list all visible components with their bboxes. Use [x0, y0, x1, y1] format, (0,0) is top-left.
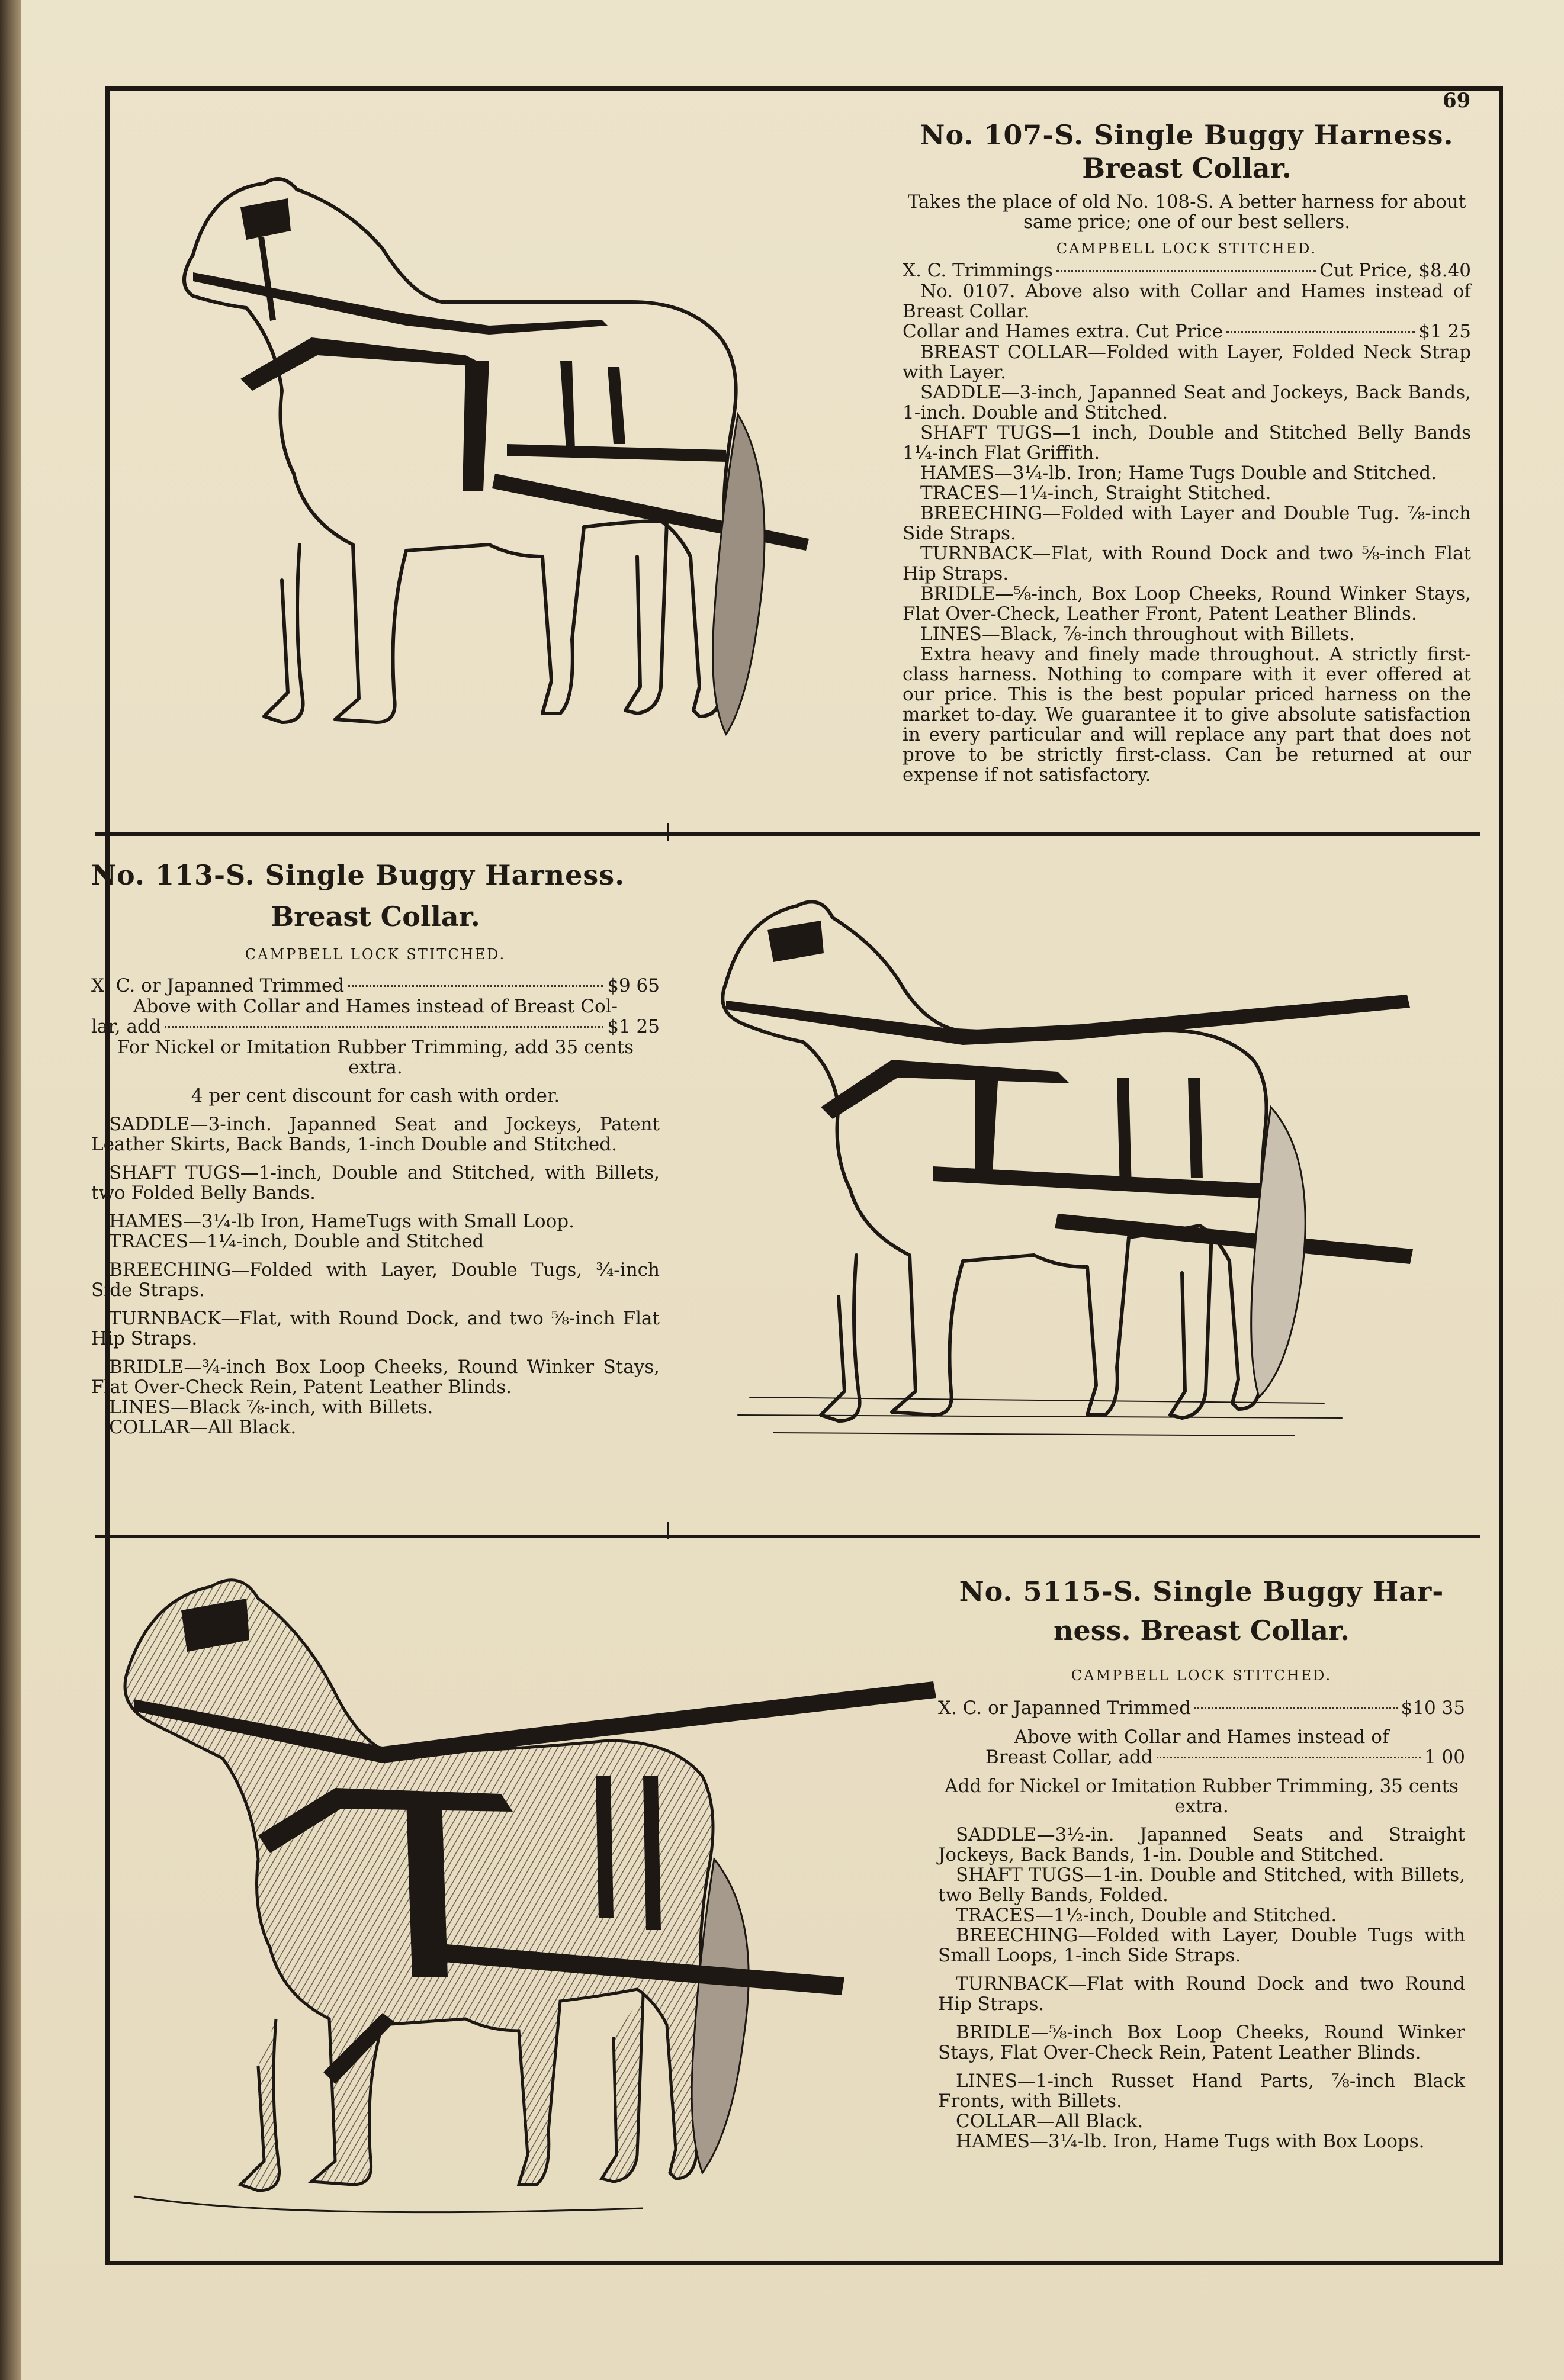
- item-113s-price-row-1: [91, 976, 660, 996]
- horse-illustration-113s: [702, 882, 1449, 1492]
- spec-line: TRACES—1¼-inch, Double and Stitched: [109, 1231, 484, 1252]
- item-5115s-nickel-note: Add for Nickel or Imitation Rubber Trimming, 35 cents extra.: [945, 1776, 1459, 1817]
- item-107s-price-row-2: [903, 321, 1471, 342]
- price-value: $9 65: [607, 975, 660, 996]
- section-divider-1: [95, 832, 1480, 836]
- price-value: $1 25: [607, 1016, 660, 1037]
- item-113s-discount: 4 per cent discount for cash with order.: [191, 1085, 560, 1107]
- price-value: $10 35: [1401, 1697, 1465, 1719]
- price-label: X. C. Trimmings: [903, 260, 1053, 281]
- item-113s-nickel-note: For Nickel or Imitation Rubber Trimming, add 35 cents extra.: [117, 1037, 634, 1078]
- item-107s-title: No. 107-S. Single Buggy Harness.: [920, 119, 1454, 151]
- horse-illustration-5115s: [110, 1563, 957, 2250]
- price-leader-dots: [1226, 331, 1415, 333]
- spec-line: SHAFT TUGS—1 inch, Double and Stitched Belly Bands 1¼-inch Flat Griffith.: [903, 422, 1471, 464]
- item-5115s-price-row-1: [938, 1698, 1465, 1719]
- price-value: 1 00: [1424, 1747, 1465, 1768]
- item-5115s-stitch-note: CAMPBELL LOCK STITCHED.: [1071, 1667, 1332, 1684]
- item-107s-price-row-1: [903, 260, 1471, 281]
- page-number: 69: [1443, 89, 1471, 112]
- price-leader-dots: [1056, 270, 1316, 272]
- spec-line: BREECHING—Folded with Layer, Double Tugs, ¾-inch Side Straps.: [91, 1259, 660, 1301]
- item-113s-description: [91, 858, 660, 1437]
- spec-line: TRACES—1¼-inch, Straight Stitched.: [920, 483, 1271, 504]
- spec-line: TURNBACK—Flat, with Round Dock, and two ⅝-inch Flat Hip Straps.: [91, 1308, 660, 1349]
- price-leader-dots: [165, 1026, 604, 1028]
- item-107s-closing: Extra heavy and finely made throughout. A strictly first-class harness. Nothing to compare with it ever offered at our price. This is the best popular priced harness on the market to-day. We guarantee it to give absolute satisfaction in every particular and will replace any part that does not prove to be strictly first-class. Can be returned at our expense if not satisfactory.: [903, 644, 1471, 786]
- item-113s-title: No. 113-S. Single Buggy Harness.: [91, 859, 625, 891]
- price-leader-dots: [1157, 1757, 1421, 1758]
- spec-line: TURNBACK—Flat with Round Dock and two Round Hip Straps.: [938, 1973, 1465, 2015]
- spec-line: SADDLE—3-inch, Japanned Seat and Jockeys, Back Bands, 1-inch. Double and Stitched.: [903, 382, 1471, 423]
- item-107s-description: [903, 118, 1471, 785]
- spec-line: BRIDLE—⅝-inch, Box Loop Cheeks, Round Winker Stays, Flat Over-Check, Leather Front, Patent Leather Blinds.: [903, 583, 1471, 625]
- price-leader-dots: [1194, 1707, 1397, 1709]
- item-5115s-description: [938, 1575, 1465, 2151]
- item-107s-stitch-note: CAMPBELL LOCK STITCHED.: [1056, 240, 1318, 257]
- section-divider-2: [95, 1535, 1480, 1538]
- item-5115s-subtitle: ness. Breast Collar.: [1054, 1614, 1350, 1646]
- spec-line: SHAFT TUGS—1-inch, Double and Stitched, with Billets, two Folded Belly Bands.: [91, 1162, 660, 1204]
- spec-line: HAMES—3¼-lb. Iron; Hame Tugs Double and Stitched.: [920, 462, 1437, 484]
- item-5115s-title: No. 5115-S. Single Buggy Har-: [959, 1575, 1444, 1607]
- book-binding-edge: [0, 0, 21, 2380]
- spec-line: COLLAR—All Black.: [956, 2111, 1144, 2132]
- item-107s-note: No. 0107. Above also with Collar and Hames instead of Breast Collar.: [903, 281, 1471, 322]
- price-value: $1 25: [1418, 321, 1471, 342]
- price-label: X. C. or Japanned Trimmed: [938, 1697, 1192, 1719]
- item-113s-stitch-note: CAMPBELL LOCK STITCHED.: [245, 946, 506, 963]
- spec-line: TURNBACK—Flat, with Round Dock and two ⅝-inch Flat Hip Straps.: [903, 543, 1471, 584]
- item-113s-above-line: Above with Collar and Hames instead of Breast Col-: [133, 996, 618, 1017]
- price-label: Collar and Hames extra. Cut Price: [903, 321, 1223, 342]
- catalog-page: [21, 0, 1564, 2380]
- spec-line: LINES—Black, ⅞-inch throughout with Billets.: [920, 623, 1355, 645]
- section-tick-1: [667, 823, 669, 841]
- price-label: X. C. or Japanned Trimmed: [91, 975, 345, 996]
- item-5115s-price-row-2: [938, 1747, 1465, 1768]
- item-113s-subtitle: Breast Collar.: [271, 900, 480, 932]
- item-5115s-above-line: Above with Collar and Hames instead of: [1014, 1726, 1389, 1748]
- section-tick-2: [667, 1522, 669, 1539]
- spec-line: COLLAR—All Black.: [109, 1417, 297, 1438]
- spec-line: SADDLE—3-inch. Japanned Seat and Jockeys, Patent Leather Skirts, Back Bands, 1-inch Double and Stitched.: [91, 1114, 660, 1155]
- spec-line: SADDLE—3½-in. Japanned Seats and Straight Jockeys, Back Bands, 1-in. Double and Stitched.: [938, 1824, 1465, 1866]
- spec-line: LINES—1-inch Russet Hand Parts, ⅞-inch Black Fronts, with Billets.: [938, 2070, 1465, 2112]
- spec-line: BREECHING—Folded with Layer and Double Tug. ⅞-inch Side Straps.: [903, 503, 1471, 544]
- price-label: lar, add: [91, 1016, 161, 1037]
- spec-line: LINES—Black ⅞-inch, with Billets.: [109, 1397, 433, 1418]
- spec-line: TRACES—1½-inch, Double and Stitched.: [956, 1905, 1337, 1926]
- spec-line: BRIDLE—⅝-inch Box Loop Cheeks, Round Winker Stays, Flat Over-Check Rein, Patent Leather Blinds.: [938, 2022, 1465, 2063]
- spec-line: HAMES—3¼-lb Iron, HameTugs with Small Loop.: [109, 1211, 574, 1232]
- price-value: Cut Price, $8.40: [1319, 260, 1471, 281]
- item-107s-subtitle: Breast Collar.: [1082, 152, 1292, 184]
- spec-line: BREECHING—Folded with Layer, Double Tugs with Small Loops, 1-inch Side Straps.: [938, 1925, 1465, 1966]
- item-113s-price-row-2: [91, 1017, 660, 1037]
- item-107s-intro: Takes the place of old No. 108-S. A better harness for about same price; one of our best sellers.: [907, 191, 1466, 233]
- spec-line: BRIDLE—¾-inch Box Loop Cheeks, Round Winker Stays, Flat Over-Check Rein, Patent Leather Blinds.: [91, 1356, 660, 1398]
- spec-line: SHAFT TUGS—1-in. Double and Stitched, with Billets, two Belly Bands, Folded.: [938, 1864, 1465, 1906]
- spec-line: BREAST COLLAR—Folded with Layer, Folded Neck Strap with Layer.: [903, 342, 1471, 383]
- price-label: Breast Collar, add: [985, 1747, 1153, 1768]
- price-leader-dots: [348, 985, 603, 987]
- horse-illustration-107s: [158, 166, 862, 770]
- spec-line: HAMES—3¼-lb. Iron, Hame Tugs with Box Loops.: [956, 2131, 1425, 2152]
